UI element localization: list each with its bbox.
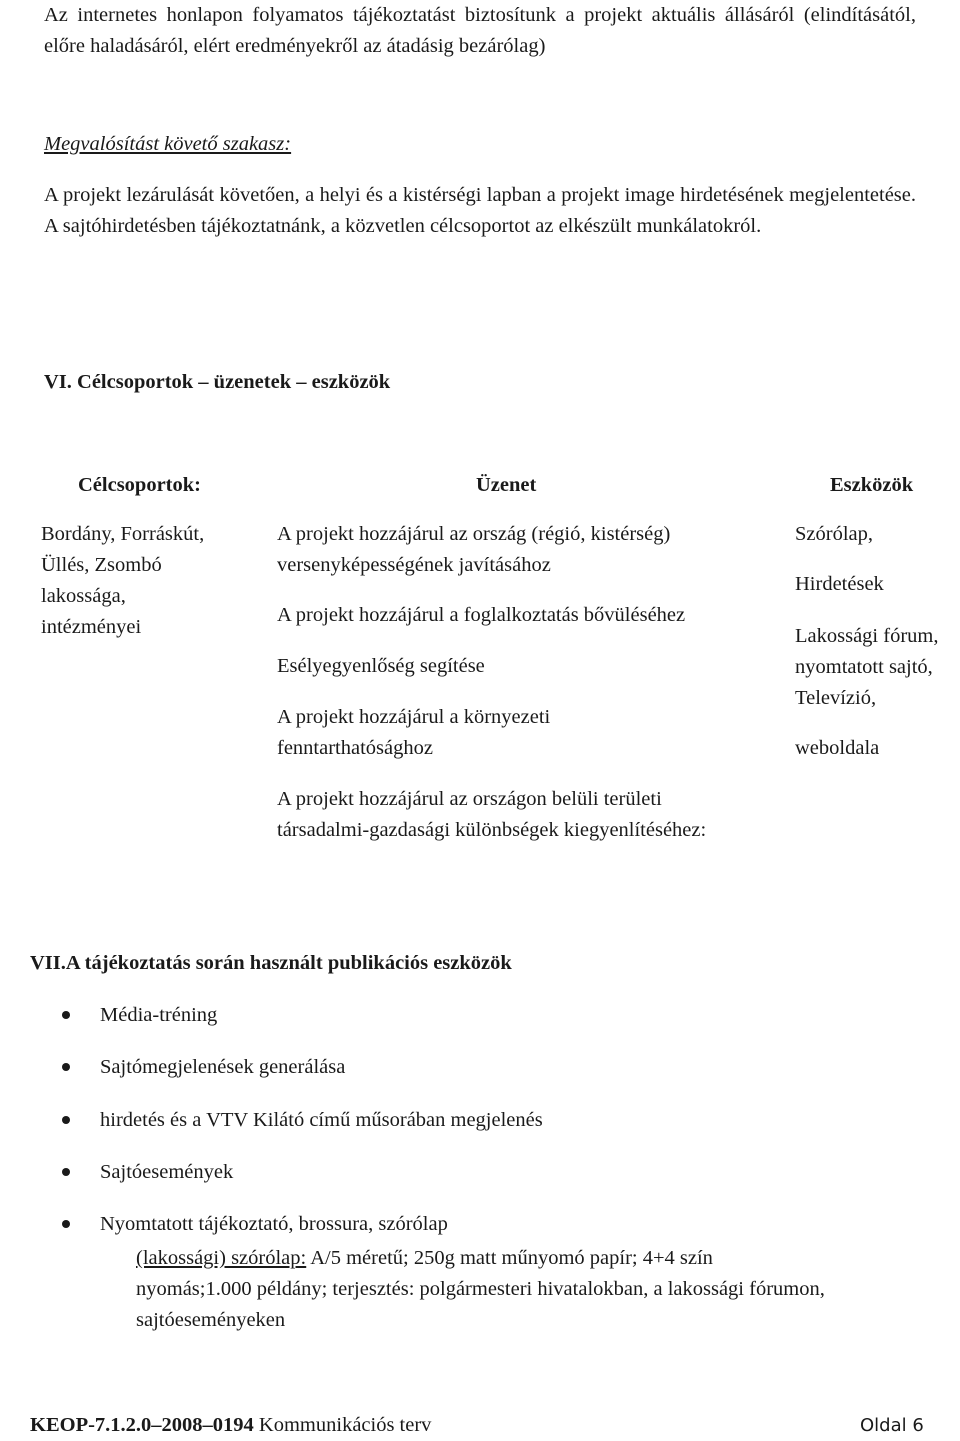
bullet-text: Nyomtatott tájékoztató, brossura, szórólap	[100, 1213, 448, 1235]
target-line: Üllés, Zsombó	[41, 554, 162, 576]
leaflet-label: (lakossági) szórólap:	[136, 1247, 307, 1269]
tool-item: nyomtatott sajtó,	[795, 656, 933, 678]
target-line: intézményei	[41, 616, 142, 638]
header-tools: Eszközök	[830, 474, 914, 496]
intro-paragraph: Az internetes honlapon folyamatos tájékoztatást biztosítunk a projekt aktuális állásáról (elindításától, előre haladásáról, elért eredményekről az átadásig bezárólag)	[44, 4, 916, 57]
message-item: A projekt hozzájárul a környezeti fenntarthatósághoz	[277, 706, 551, 759]
target-groups-cell	[41, 519, 251, 643]
section-6-title: VI. Célcsoportok – üzenetek – eszközök	[44, 371, 391, 393]
leaflet-text: A/5 méretű; 250g matt műnyomó papír; 4+4 szín nyomás;1.000 példány; terjesztés: polgármesteri hivatalokban, a lakossági fórumon, sajtóeseményeken	[136, 1247, 825, 1331]
bullet-text: Sajtómegjelenések generálása	[100, 1056, 346, 1078]
bullet-text: Sajtóesemények	[100, 1161, 234, 1183]
message-item: Esélyegyenlőség segítése	[277, 655, 485, 677]
tool-item: Televízió,	[795, 687, 877, 709]
tool-item: Szórólap,	[795, 523, 873, 545]
post-phase-heading: Megvalósítást követő szakasz:	[44, 133, 292, 155]
section-7-title: VII.A tájékoztatás során használt publikációs eszközök	[30, 952, 512, 974]
message-item: A projekt hozzájárul az ország (régió, kistérség) versenyképességének javításához	[277, 523, 671, 576]
message-item: A projekt hozzájárul a foglalkoztatás bővüléséhez	[277, 604, 686, 626]
bullet-dot-icon	[62, 1168, 70, 1176]
bullet-text: hirdetés és a VTV Kilátó című műsorában megjelenés	[100, 1109, 543, 1131]
tool-item: Hirdetések	[795, 573, 884, 595]
bullet-text: Média-tréning	[100, 1004, 218, 1026]
bullet-dot-icon	[62, 1220, 70, 1228]
header-target-groups: Célcsoportok:	[78, 474, 201, 496]
page-number: Oldal 6	[860, 1415, 924, 1436]
page-footer	[30, 1410, 431, 1441]
target-line: lakossága,	[41, 585, 126, 607]
post-phase-paragraph: A projekt lezárulását követően, a helyi és a kistérségi lapban a projekt image hirdetésének megjelentetése. A sajtóhirdetésben tájékoztatnánk, a közvetlen célcsoportot az elkészült munkálatokról.	[44, 184, 916, 237]
leaflet-details	[136, 1243, 826, 1336]
footer-title: Kommunikációs terv	[258, 1414, 432, 1436]
target-line: Bordány, Forráskút,	[41, 523, 205, 545]
bullet-dot-icon	[62, 1116, 70, 1124]
tool-item: weboldala	[795, 737, 880, 759]
message-item: A projekt hozzájárul az országon belüli területi társadalmi-gazdasági különbségek kiegyenlítéséhez:	[277, 788, 707, 841]
bullet-dot-icon	[62, 1011, 70, 1019]
bullet-dot-icon	[62, 1063, 70, 1071]
tool-item: Lakossági fórum,	[795, 625, 939, 647]
header-message: Üzenet	[476, 474, 537, 496]
footer-code: KEOP-7.1.2.0–2008–0194	[30, 1414, 254, 1436]
